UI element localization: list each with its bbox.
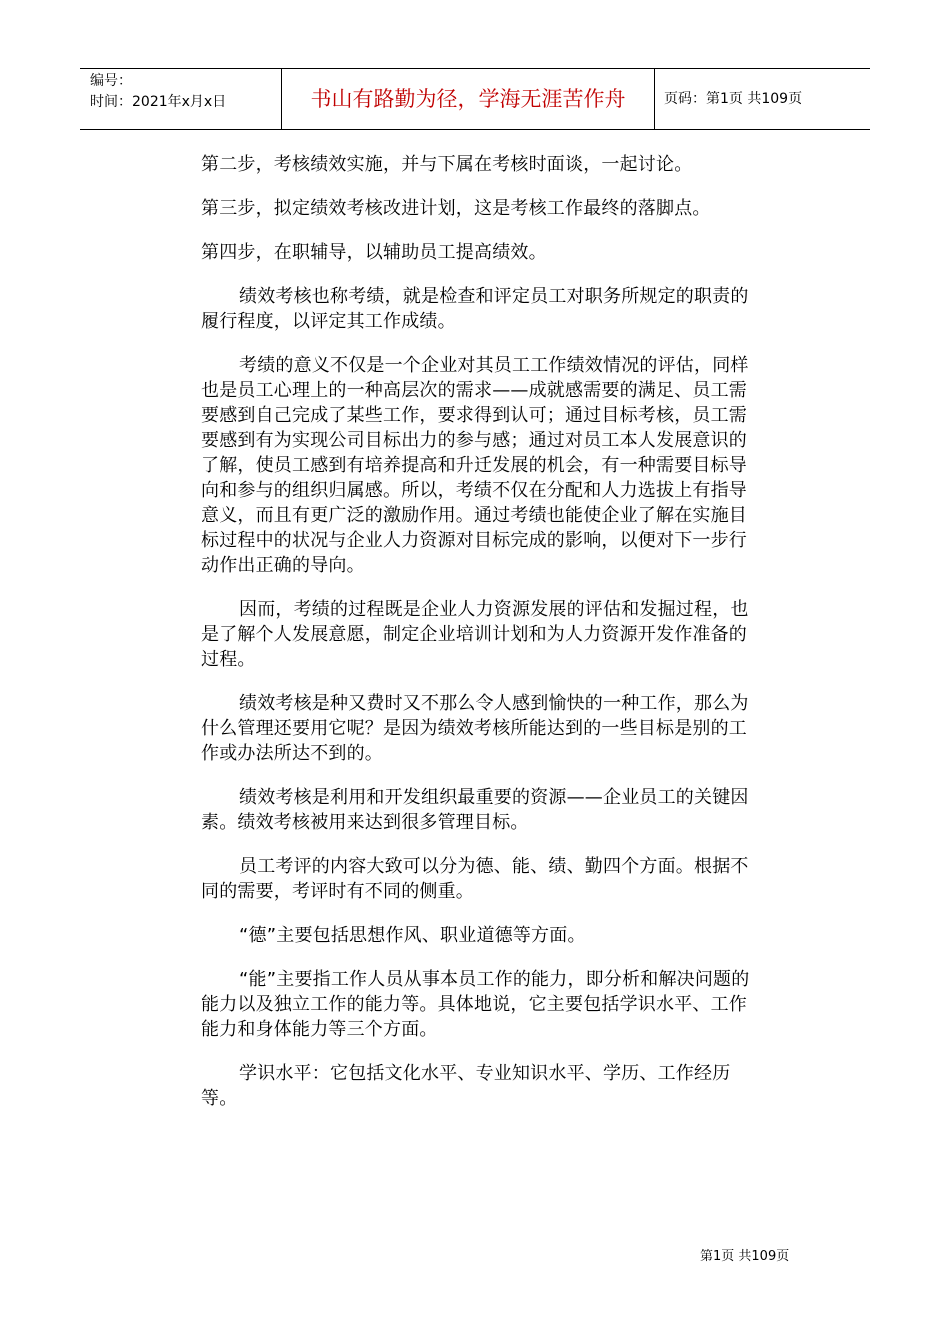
paragraph-process: 因而，考绩的过程既是企业人力资源发展的评估和发掘过程，也是了解个人发展意愿，制定企业培训计划和为人力资源开发作准备的过程。 — [201, 599, 749, 670]
header-motto: 书山有路勤为径，学海无涯苦作舟 — [310, 87, 626, 111]
paragraph-why-manage: 绩效考核是种又费时又不那么令人感到愉快的一种工作，那么为什么管理还要用它呢？是因为绩效考核所能达到的一些目标是别的工作或办法所达不到的。 — [201, 693, 749, 764]
paragraph-virtue: “德”主要包括思想作风、职业道德等方面。 — [239, 925, 586, 946]
document-number-label: 编号： — [90, 73, 132, 89]
paragraph-knowledge-level: 学识水平：它包括文化水平、专业知识水平、学历、工作经历等。 — [201, 1063, 731, 1109]
paragraph-step-two: 第二步，考核绩效实施，并与下属在考核时面谈，一起讨论。 — [201, 154, 693, 175]
paragraph-evaluation-content: 员工考评的内容大致可以分为德、能、绩、勤四个方面。根据不同的需要，考评时有不同的侧重。 — [201, 856, 749, 902]
document-body — [201, 152, 761, 1130]
paragraph-step-three: 第三步，拟定绩效考核改进计划，这是考核工作最终的落脚点。 — [201, 198, 711, 219]
paragraph-key-factor: 绩效考核是利用和开发组织最重要的资源——企业员工的关键因素。绩效考核被用来达到很多管理目标。 — [201, 787, 749, 833]
page-footer: 第1页 共109页 — [700, 1249, 790, 1264]
document-time-label: 时间：2021年x月x日 — [90, 94, 227, 110]
paragraph-significance: 考绩的意义不仅是一个企业对其员工工作绩效情况的评估，同样也是员工心理上的一种高层次的需求——成就感需要的满足、员工需要感到自己完成了某些工作，要求得到认可；通过目标考核，员工需要感到有为实现公司目标出力的参与感；通过对员工本人发展意识的了解，使员工感到有培养提高和升迁发展的机会，有一种需要目标导向和参与的组织归属感。所以，考绩不仅在分配和人力选拔上有指导意义，而且有更广泛的激励作用。通过考绩也能使企业了解在实施目标过程中的状况与企业人力资源对目标完成的影响，以便对下一步行动作出正确的导向。 — [201, 355, 749, 576]
paragraph-step-four: 第四步，在职辅导，以辅助员工提高绩效。 — [201, 242, 547, 263]
header-meta — [90, 71, 280, 113]
paragraph-definition: 绩效考核也称考绩，就是检查和评定员工对职务所规定的职责的履行程度，以评定其工作成绩。 — [201, 286, 749, 332]
paragraph-ability: “能”主要指工作人员从事本员工作的能力，即分析和解决问题的能力以及独立工作的能力等。具体地说，它主要包括学识水平、工作能力和身体能力等三个方面。 — [201, 969, 750, 1040]
page-header — [80, 68, 870, 130]
header-divider-right — [654, 69, 655, 129]
header-page-info: 页码：第1页 共109页 — [664, 91, 803, 107]
